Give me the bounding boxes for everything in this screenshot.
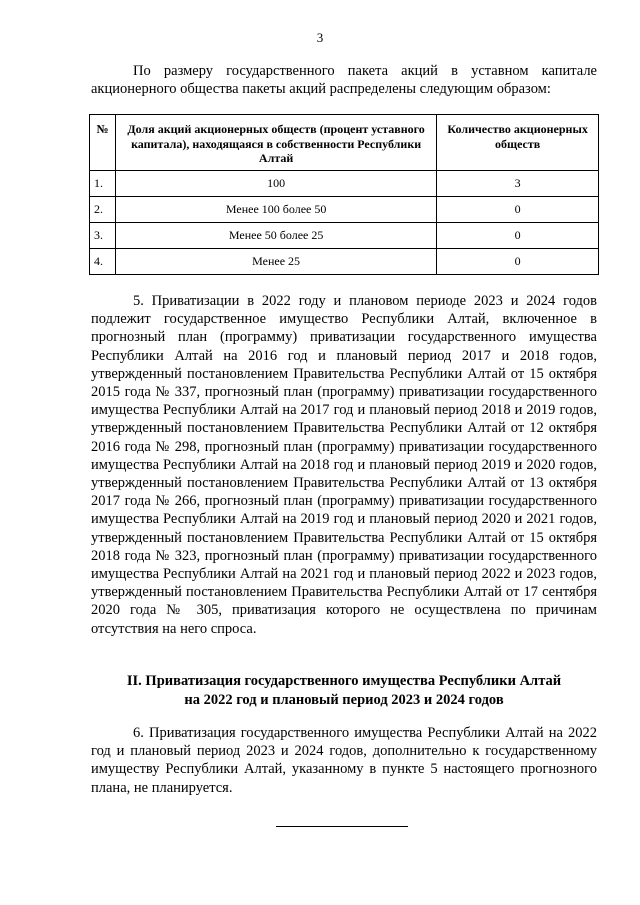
row-share: Менее 100 более 50 bbox=[115, 197, 436, 223]
row-count: 0 bbox=[437, 249, 599, 275]
header-number: № bbox=[90, 115, 116, 171]
row-count: 3 bbox=[437, 171, 599, 197]
header-count: Количество акционерных обществ bbox=[437, 115, 599, 171]
shares-table bbox=[89, 114, 599, 275]
row-count: 0 bbox=[437, 223, 599, 249]
row-share: Менее 50 более 25 bbox=[115, 223, 436, 249]
row-number: 2. bbox=[90, 197, 116, 223]
header-share: Доля акций акционерных обществ (процент уставного капитала), находящаяся в собственности Республики Алтай bbox=[115, 115, 436, 171]
row-share: 100 bbox=[115, 171, 436, 197]
row-count: 0 bbox=[437, 197, 599, 223]
intro-paragraph: По размеру государственного пакета акций в уставном капитале акционерного общества пакеты акций распределены следующим образом: bbox=[91, 63, 597, 98]
table-row bbox=[90, 197, 599, 223]
table-row bbox=[90, 223, 599, 249]
section-heading bbox=[91, 672, 597, 709]
row-share: Менее 25 bbox=[115, 249, 436, 275]
section-heading-line-2: на 2022 год и плановый период 2023 и 2024 годов bbox=[184, 691, 504, 708]
table-row bbox=[90, 171, 599, 197]
table-header-row bbox=[90, 115, 599, 171]
section-heading-line-1: II. Приватизация государственного имущества Республики Алтай bbox=[126, 673, 562, 689]
row-number: 1. bbox=[90, 171, 116, 197]
row-number: 4. bbox=[90, 249, 116, 275]
paragraph-6: 6. Приватизация государственного имущества Республики Алтай на 2022 год и плановый период 2023 и 2024 годов, дополнительно к государственному имуществу Республики Алтай, указанному в пункте 5 настоящего прогнозного плана, не планируется. bbox=[91, 725, 597, 796]
page-number: 3 bbox=[316, 30, 324, 45]
table-row bbox=[90, 249, 599, 275]
row-number: 3. bbox=[90, 223, 116, 249]
end-divider-line bbox=[276, 826, 408, 827]
paragraph-5: 5. Приватизации в 2022 году и плановом периоде 2023 и 2024 годов подлежит государственное имущество Республики Алтай, включенное в прогнозный план (программу) приватизации государственного имущества Республики Алтай на 2016 год и плановый период 2017 и 2018 годов, утвержденный постановлением Правительства Республики Алтай от 15 октября 2015 года № 337, прогнозный план (программу) приватизации государственного имущества Республики Алтай на 2017 год и плановый период 2018 и 2019 годов, утвержденный постановлением Правительства Республики Алтай от 12 октября 2016 года № 298, прогнозный план (программу) приватизации государственного имущества Республики Алтай на 2018 год и плановый период 2019 и 2020 годов, утвержденный постановлением Правительства Республики Алтай от 13 октября 2017 года № 266, прогнозный план (программу) приватизации государственного имущества Республики Алтай на 2019 год и плановый период 2020 и 2021 годов, утвержденный постановлением Правительства Республики Алтай от 15 октября 2018 года № 323, прогнозный план (программу) приватизации государственного имущества Республики Алтай на 2021 год и плановый период 2022 и 2023 годов, утвержденный постановлением Правительства Республики Алтай от 17 сентября 2020 года № 305, приватизация которого не осуществлена по причинам отсутствия на него спроса. bbox=[91, 293, 597, 637]
